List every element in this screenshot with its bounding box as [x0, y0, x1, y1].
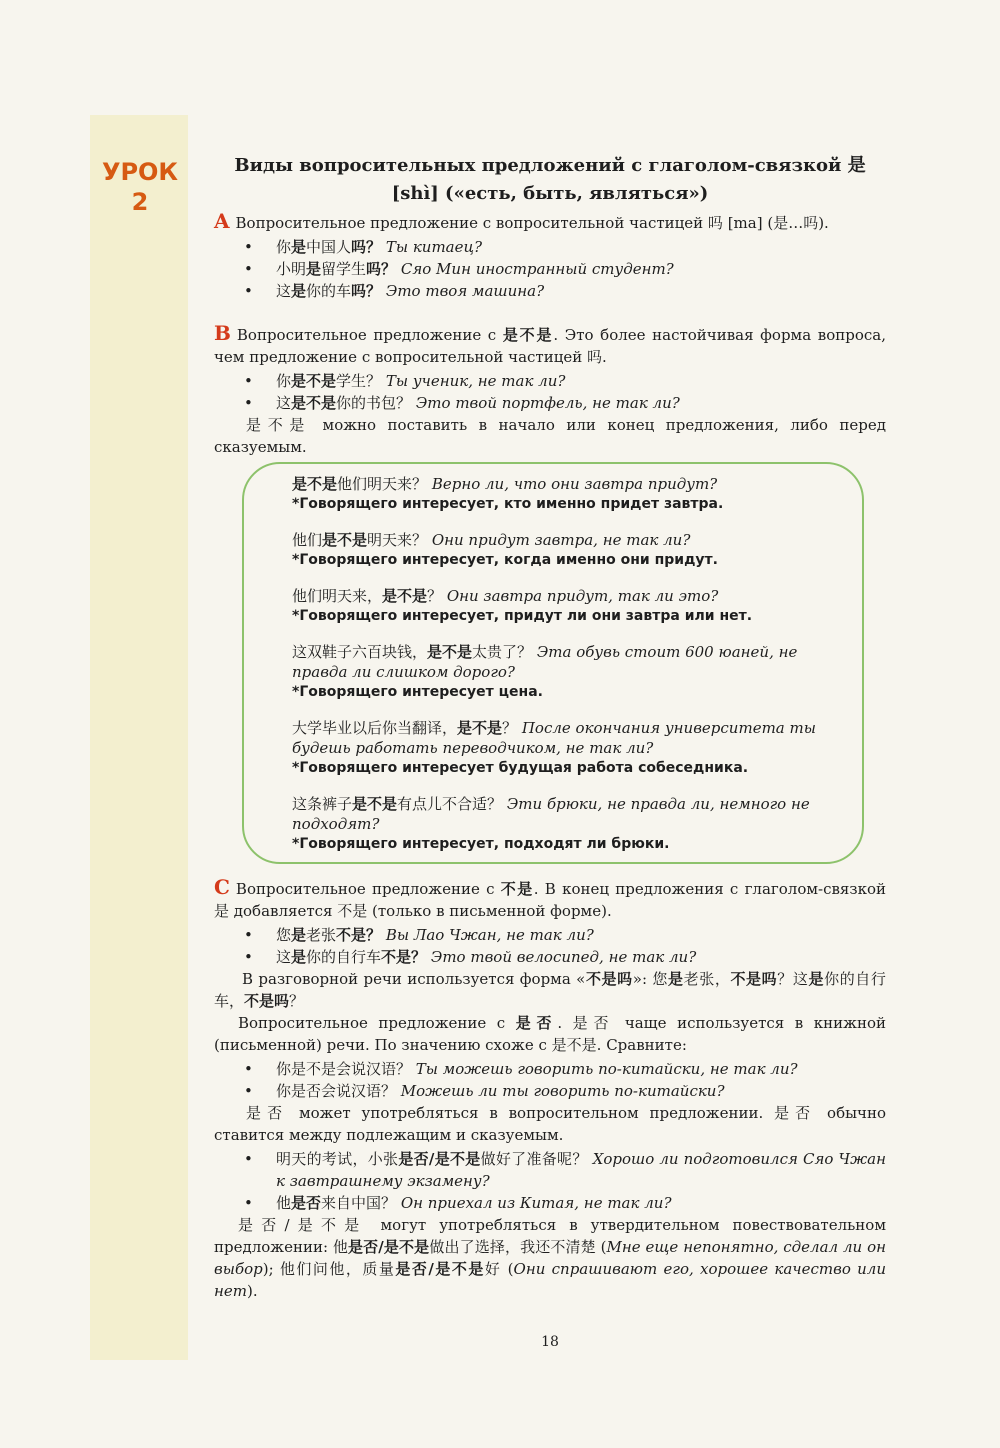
- page-title: [214, 152, 886, 208]
- section-a-intro: A Вопросительное предложение с вопросительной частицей 吗 [ma] (是…吗).: [214, 209, 829, 233]
- list-item: • 他是否来自中国？ Он приехал из Китая, не так ли?: [214, 1192, 886, 1214]
- section-a-letter: A: [214, 209, 230, 233]
- list-item: • 这是不是你的书包？ Это твой портфель, не так ли?: [214, 392, 886, 414]
- list-item: • 小明是留学生吗？ Сяо Мин иностранный студент?: [214, 258, 886, 280]
- box-note: *Говорящего интересует, кто именно придет завтра.: [292, 496, 724, 512]
- box-example: 他们是不是明天来？ Они придут завтра, не так ли? *Говорящего интересует, когда именно они придут.: [292, 530, 846, 570]
- list-item: • 你是不是会说汉语？ Ты можешь говорить по-китайски, не так ли?: [214, 1058, 886, 1080]
- compare-list: [214, 1058, 886, 1102]
- list-item: • 你是否会说汉语？ Можешь ли ты говорить по-китайски?: [214, 1080, 886, 1102]
- list-item: • 你是不是学生？ Ты ученик, не так ли?: [214, 370, 886, 392]
- section-a-list: [214, 236, 886, 302]
- affirmative-note: 是否/是不是 могут употребляться в утвердительном повествовательном предложении: 他是否/是不是做出了选择，我还不清楚 (Мне еще непонятно, сделал ли он выбор); 他们问他，质量是否/是不是好 (Они спрашивают его, хорошее качество или нет).: [214, 1216, 887, 1300]
- box-note: *Говорящего интересует, когда именно они придут.: [292, 552, 718, 568]
- section-b-list: [214, 370, 886, 414]
- list-item: • 这是你的自行车不是？ Это твой велосипед, не так ли?: [214, 946, 886, 968]
- title-line-2: [shì] («есть, быть, являться»): [391, 183, 709, 204]
- box-example: 这条裤子是不是有点儿不合适？ Эти брюки, не правда ли, немного не подходят? *Говорящего интересует, подходят ли брюки.: [292, 794, 846, 854]
- examples-box: [242, 462, 864, 864]
- page-content: [214, 152, 886, 1302]
- section-b-intro: B Вопросительное предложение с 是不是. Это более настойчивая форма вопроса, чем предложение с вопросительной частицей 吗.: [214, 321, 886, 366]
- box-note: *Говорящего интересует, подходят ли брюки.: [292, 836, 670, 852]
- box-example: 他们明天来，是不是？ Они завтра придут, так ли это? *Говорящего интересует, придут ли они завтра или нет.: [292, 586, 846, 626]
- shifou-note: Вопросительное предложение с 是否. 是否 чаще используется в книжной (письменной) речи. По значению схоже с 是不是. Сравните:: [214, 1014, 886, 1054]
- title-line-1: Виды вопросительных предложений с глаголом-связкой 是: [234, 155, 866, 176]
- list-item: • 明天的考试，小张是否/是不是做好了准备呢？ Хорошо ли подготовился Сяо Чжан к завтрашнему экзамену?: [214, 1148, 886, 1192]
- box-note: *Говорящего интересует будущая работа собеседника.: [292, 760, 749, 776]
- lesson-label: [92, 157, 188, 217]
- placement-note: 是否 может употребляться в вопросительном предложении. 是否 обычно ставится между подлежащим и сказуемым.: [214, 1104, 886, 1144]
- more-examples-list: [214, 1148, 886, 1214]
- lesson-sidebar: [90, 115, 188, 1360]
- section-c-letter: C: [214, 875, 230, 899]
- box-example: 是不是他们明天来？ Верно ли, что они завтра придут? *Говорящего интересует, кто именно придет завтра.: [292, 474, 846, 514]
- list-item: • 您是老张不是？ Вы Лао Чжан, не так ли?: [214, 924, 886, 946]
- list-item: • 这是你的车吗？ Это твоя машина?: [214, 280, 886, 302]
- list-item: • 你是中国人吗？ Ты китаец?: [214, 236, 886, 258]
- box-note: *Говорящего интересует цена.: [292, 684, 543, 700]
- spoken-form-note: В разговорной речи используется форма «不是吗»: 您是老张，不是吗？这是你的自行车，不是吗？: [214, 970, 886, 1010]
- section-b-letter: B: [214, 321, 231, 345]
- lesson-number: 2: [131, 188, 149, 216]
- section-c-intro: C Вопросительное предложение с 不是. В конец предложения с глаголом-связкой 是 добавляется 不是 (только в письменной форме).: [214, 875, 886, 920]
- box-note: *Говорящего интересует, придут ли они завтра или нет.: [292, 608, 753, 624]
- section-c-list: [214, 924, 886, 968]
- page-number: 18: [541, 1334, 559, 1350]
- box-example: 这双鞋子六百块钱，是不是太贵了？ Эта обувь стоит 600 юаней, не правда ли слишком дорого? *Говорящего интересует цена.: [292, 642, 846, 702]
- section-b-position-note: 是不是 можно поставить в начало или конец предложения, либо перед сказуемым.: [214, 416, 886, 456]
- lesson-word: УРОК: [101, 158, 179, 186]
- box-example: 大学毕业以后你当翻译，是不是？ После окончания университета ты будешь работать переводчиком, не так ли? *Говорящего интересует будущая работа собеседника.: [292, 718, 846, 778]
